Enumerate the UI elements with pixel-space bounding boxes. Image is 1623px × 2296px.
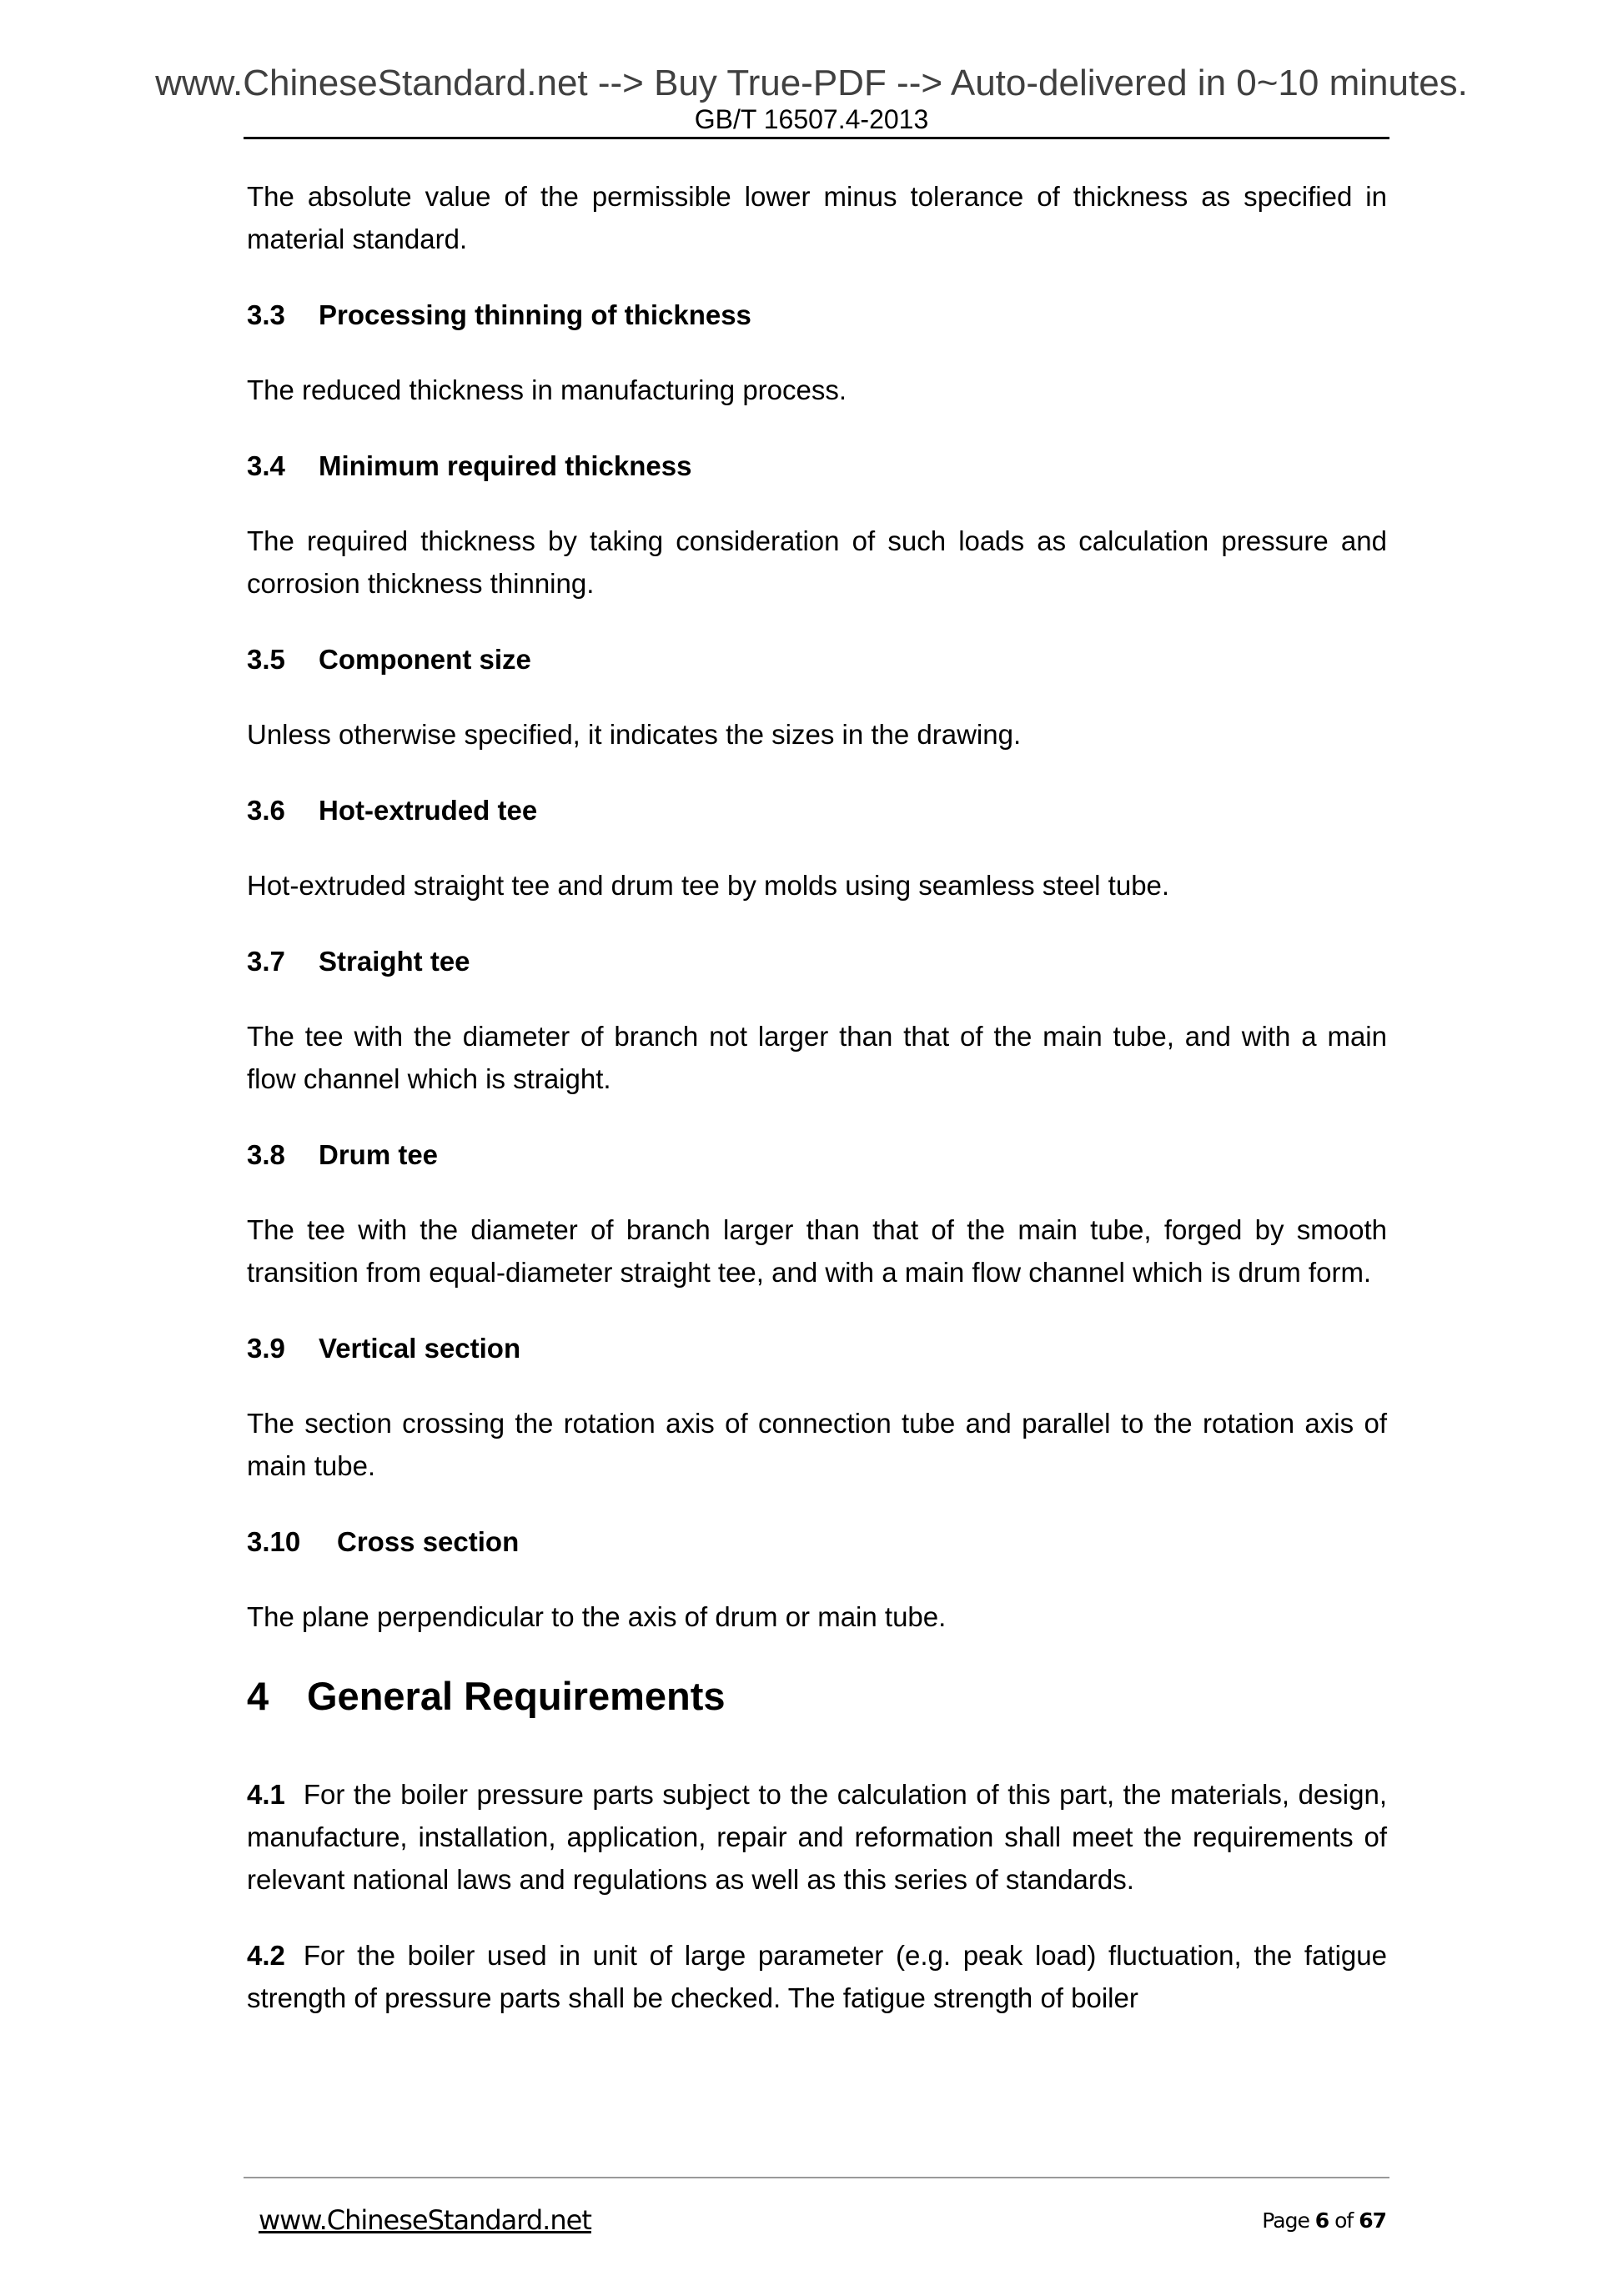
section-heading	[247, 294, 1387, 336]
section-text: The reduced thickness in manufacturing process.	[247, 374, 847, 405]
section-text: The tee with the diameter of branch not larger than that of the main tube, and with a main flow channel which is straight.	[247, 1021, 1387, 1094]
total-pages: 67	[1359, 2208, 1386, 2233]
current-page: 6	[1314, 2208, 1329, 2233]
section-title: Cross section	[337, 1526, 520, 1557]
clause-text: For the boiler pressure parts subject to the calculation of this part, the materials, design, manufacture, installation, application, repair and reformation shall meet the requirements of relevant national laws and regulations as well as this series of standards.	[247, 1779, 1387, 1895]
document-body	[247, 175, 1387, 2052]
section-number: 3.4	[247, 450, 285, 481]
header-banner-link[interactable]: www.ChineseStandard.net --> Buy True-PDF --> Auto-delivered in 0~10 minutes.	[155, 63, 1468, 103]
section-title: Processing thinning of thickness	[319, 299, 751, 330]
section-title: Hot-extruded tee	[319, 795, 538, 826]
page-label: Page	[1262, 2208, 1309, 2233]
clause-number: 4.2	[247, 1940, 285, 1971]
section-text: The section crossing the rotation axis of connection tube and parallel to the rotation axis of main tube.	[247, 1408, 1387, 1481]
section-title: Straight tee	[319, 946, 470, 977]
section-heading	[247, 789, 1387, 831]
footer-divider	[244, 2177, 1389, 2178]
section-heading	[247, 940, 1387, 982]
chapter-heading	[247, 1671, 1387, 1721]
page-of: of	[1334, 2208, 1354, 2233]
section-heading	[247, 1520, 1387, 1563]
section-number: 3.6	[247, 795, 285, 826]
clause-paragraph	[247, 1773, 1387, 1901]
section-text: The plane perpendicular to the axis of drum or main tube.	[247, 1601, 947, 1632]
clause-paragraph	[247, 1934, 1387, 2019]
section-text: The tee with the diameter of branch larger than that of the main tube, forged by smooth transition from equal-diameter straight tee, and with a main flow channel which is drum form.	[247, 1214, 1387, 1288]
header-divider	[244, 137, 1389, 139]
clause-number: 4.1	[247, 1779, 285, 1810]
section-text: The required thickness by taking consideration of such loads as calculation pressure and corrosion thickness thinning.	[247, 525, 1387, 599]
section-heading	[247, 638, 1387, 681]
section-title: Vertical section	[319, 1333, 521, 1364]
section-number: 3.9	[247, 1333, 285, 1364]
section-text: Hot-extruded straight tee and drum tee by molds using seamless steel tube.	[247, 870, 1170, 901]
section-number: 3.10	[247, 1526, 301, 1557]
standard-code: GB/T 16507.4-2013	[694, 104, 929, 134]
section-heading	[247, 1327, 1387, 1369]
chapter-title: General Requirements	[307, 1674, 726, 1718]
section-number: 3.3	[247, 299, 285, 330]
intro-paragraph: The absolute value of the permissible lower minus tolerance of thickness as specified in material standard.	[247, 181, 1387, 254]
page-number	[1262, 2207, 1386, 2235]
chapter-number: 4	[247, 1674, 269, 1718]
section-number: 3.8	[247, 1139, 285, 1170]
section-number: 3.7	[247, 946, 285, 977]
section-heading	[247, 445, 1387, 487]
section-number: 3.5	[247, 644, 285, 675]
footer-website-link[interactable]: www.ChineseStandard.net	[259, 2204, 591, 2236]
section-title: Component size	[319, 644, 531, 675]
section-title: Minimum required thickness	[319, 450, 692, 481]
section-title: Drum tee	[319, 1139, 439, 1170]
section-text: Unless otherwise specified, it indicates the sizes in the drawing.	[247, 719, 1022, 750]
clause-text: For the boiler used in unit of large parameter (e.g. peak load) fluctuation, the fatigue strength of pressure parts shall be checked. The fatigue strength of boiler	[247, 1940, 1387, 2013]
section-heading	[247, 1133, 1387, 1176]
